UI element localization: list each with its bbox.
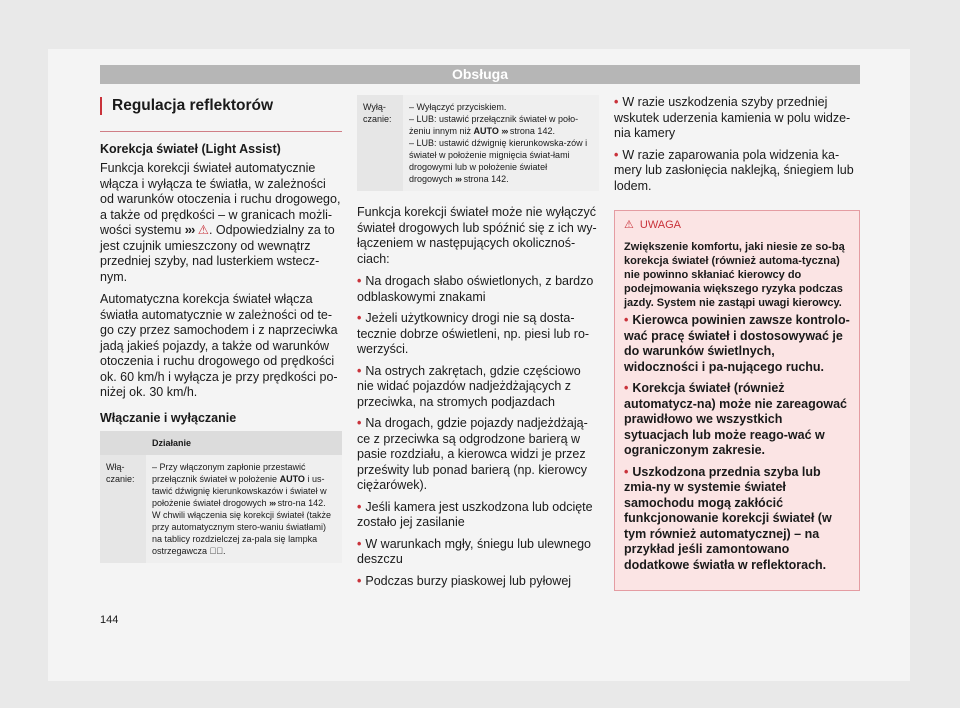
bullet-icon: • [624, 381, 629, 395]
bullet-icon: • [357, 311, 362, 325]
warning-triangle-icon: ⚠ [624, 219, 634, 231]
reference-arrow-icon: ››› [455, 174, 462, 184]
table-row [100, 455, 342, 563]
paragraph-intro [100, 161, 342, 285]
light-assist-lamp-icon: ≣⃝ [209, 545, 224, 556]
list-item [357, 364, 599, 411]
conditions-list [357, 274, 599, 589]
bullet-icon: • [624, 464, 629, 479]
heading-light-assist: Korekcja świateł (Light Assist) [100, 142, 281, 156]
list-item [357, 416, 599, 494]
heading-on-off: Włączanie i wyłączanie [100, 410, 237, 425]
page-header: Obsługa [100, 65, 860, 84]
list-item-text: Jeżeli użytkownicy drogi nie są dosta-tecznie dobrze oświetleni, np. piesi lub ro-werzyści. [357, 311, 590, 356]
column-middle [357, 95, 599, 595]
row-off-text-c: – LUB: ustawić dźwignię kierunkowska-zów i świateł w położenie mignięcia świat-łami drogowymi lub w położenie świateł drogowych [409, 138, 588, 184]
page-number: 144 [100, 614, 119, 626]
warning-triangle-icon: ⚠ [197, 223, 209, 237]
list-item [624, 313, 850, 375]
intro-text: Funkcja korekcji świateł automatycznie włącza i wyłącza te światła, w zależności od warunków otoczenia i ruchu drogowego, a także od prędkości – w granicach możli-wości systemu [100, 161, 341, 237]
list-item-text: W razie uszkodzenia szyby przedniej wskutek uderzenia kamienia w polu widze-nia kamery [614, 95, 851, 140]
warning-title: UWAGA [639, 219, 682, 231]
row-off-text-a: – LUB: ustawić przełącznik świateł w poło-żeniu innym niż [409, 114, 579, 136]
column-right [614, 95, 860, 591]
row-value-off [403, 95, 599, 191]
function-table-cont [357, 95, 599, 191]
list-item-text: Kierowca powinien zawsze kontrolo-wać pracę świateł i dostosowywać je do warunków świetlnych, widoczności i pa-nującego ruchu. [624, 313, 850, 374]
row-off-text-d: strona 142. [463, 174, 509, 184]
table-row [357, 95, 599, 191]
list-item [357, 311, 599, 358]
bullet-icon: • [357, 363, 362, 378]
auto-symbol-icon: AUTO [279, 473, 305, 484]
auto-symbol-icon: AUTO [473, 126, 499, 136]
list-item [357, 500, 599, 531]
list-item-text: Na drogach słabo oświetlonych, z bardzo odblaskowymi znakami [357, 274, 594, 304]
row-key-off: Wyłą-czanie: [357, 95, 403, 191]
list-item-text: W warunkach mgły, śniegu lub ulewnego deszczu [357, 536, 591, 566]
row-off-line-2 [409, 113, 593, 137]
table-header-function: Działanie [146, 431, 342, 455]
row-on-text-a: – Przy włączonym zapłonie przestawić przełącznik świateł w położenie [152, 461, 306, 484]
bullet-icon: • [624, 313, 629, 327]
paragraph-auto: Automatyczna korekcja świateł włącza światła automatycznie w zależności od te-go czy przez samochodem i z naprzeciwka jadą jakieś pojazdy, a także od warunków otoczenia i ruchu drogowego od prędkości ok. 60 km/h i wyłącza je przy prędkości po-niżej ok. 30 km/h. [100, 292, 338, 399]
list-item [614, 148, 860, 195]
bullet-icon: • [357, 499, 362, 514]
list-item-text: Podczas burzy piaskowej lub pyłowej [365, 573, 572, 588]
row-off-line-1: – Wyłączyć przyciskiem. [409, 102, 507, 112]
warning-header [624, 218, 850, 231]
warning-box [614, 210, 860, 591]
section-title: Regulacja reflektorów [100, 97, 342, 115]
title-divider [100, 131, 342, 132]
paragraph-conditions: Funkcja korekcji świateł może nie wyłączyć świateł drogowych lub spóźnić się z ich wy-łączeniem w następujących okolicznoś-ciach: [357, 205, 597, 266]
intro-text-cont: . Odpowiedzialny za to jest czujnik umieszczony od wewnątrz przedniej szyby, nad lusterkiem wstecz-nym. [100, 223, 335, 284]
reference-arrow-icon: ››› [501, 126, 508, 136]
list-item [357, 274, 599, 305]
bullet-icon: • [614, 147, 619, 162]
row-value-on: – Przy włączonym zapłonie przestawić przełącznik świateł w położenie AUTO i us-tawić dźwignię kierunkowskazów i świateł w położenie świateł drogowych ››› stro-na 142. W chwili włączenia się korekcji świateł (także przy automatycznym stero-waniu światłami) na tablicy rozdzielczej za-pala się lampka ostrzegawcza ≣⃝. [146, 455, 342, 563]
bullet-icon: • [357, 274, 362, 288]
bullet-icon: • [614, 95, 619, 109]
row-on-text-b: i us-tawić dźwignię kierunkowskazów i świateł w położenie świateł drogowych [152, 473, 327, 508]
row-on-text-c: stro-na 142. W chwili włączenia się korekcji świateł (także przy automatycznym stero-waniu światłami) na tablicy rozdzielczej za-pala się lampka ostrzegawcza [152, 497, 332, 556]
reference-arrow-icon: ››› [269, 497, 276, 508]
row-key-on: Włą-czanie: [100, 455, 146, 563]
list-item-text: Korekcja świateł (również automatycz-na) może nie zareagować prawidłowo we wszystkich sytuacjach lub może reago-wać w ograniczonym zakresie. [624, 381, 847, 457]
list-item-text: W razie zaparowania pola widzenia ka-mery lub zasłonięcia naklejką, śniegiem lub lodem. [614, 147, 854, 193]
table-header-empty [100, 431, 146, 455]
warning-text: Zwiększenie komfortu, jaki niesie ze so-bą korekcja świateł (również automa-tyczna) nie powinno skłaniać kierowcy do podejmowania większego ryzyka podczas jazdy. System nie zastąpi uwagi kierowcy. [624, 241, 845, 309]
list-item [624, 381, 850, 459]
reference-arrow-icon: ››› [184, 223, 195, 237]
list-item-text: Jeśli kamera jest uszkodzona lub odcięte zostało jej zasilanie [357, 499, 593, 529]
list-item [614, 95, 860, 142]
warning-list [624, 313, 850, 573]
column-left [100, 95, 342, 563]
function-table [100, 431, 342, 563]
list-item-text: Na drogach, gdzie pojazdy nadjeżdżają-ce z przeciwka są odgrodzone barierą w pasie rozdziału, a kierowca widzi je przez prześwity lub ponad barierą (np. kierowcy ciężarówek). [357, 416, 588, 492]
bullet-icon: • [357, 416, 362, 430]
row-off-text-b: strona 142. [509, 126, 555, 136]
list-item-text: Uszkodzona przednia szyba lub zmia-ny w systemie świateł samochodu mogą zakłócić funkcjonowanie korekcji świateł (w tym również automatycznej) – na przykład jeśli zamontowano dodatkowe światła w reflektorach. [624, 464, 832, 572]
list-item-text: Na ostrych zakrętach, gdzie częściowo nie widać pojazdów nadjeżdżających z przeciwka, na stromych podjazdach [357, 363, 581, 409]
list-item [357, 537, 599, 568]
row-off-line-3 [409, 137, 593, 185]
bullet-icon: • [357, 536, 362, 551]
list-item [357, 574, 599, 590]
bullet-icon: • [357, 573, 362, 588]
conditions-list-cont [614, 95, 860, 194]
list-item [624, 465, 850, 574]
